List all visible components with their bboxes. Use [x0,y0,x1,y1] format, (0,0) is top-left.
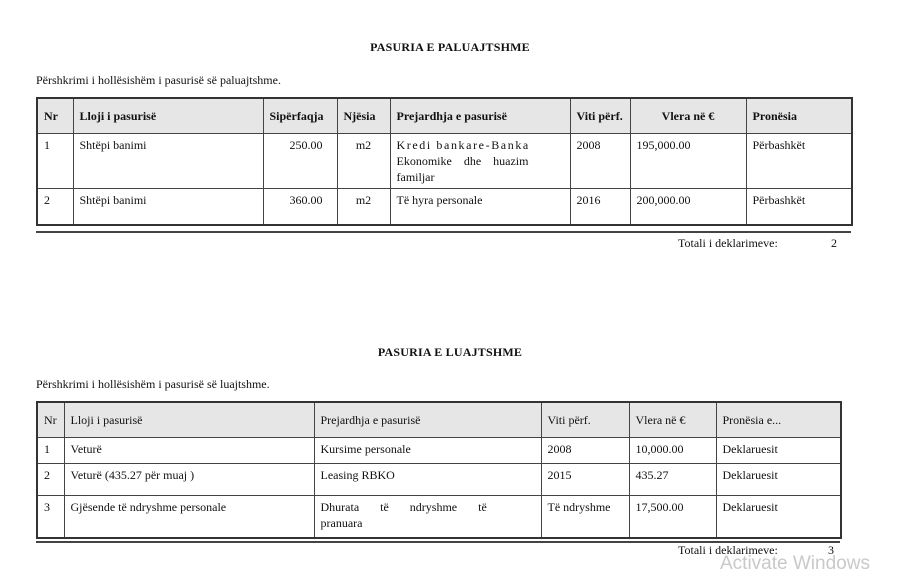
cell-year: 2016 [570,189,630,225]
cell-year: 2015 [541,464,629,496]
col-header-origin: Prejardhja e pasurisë [314,402,541,438]
immovable-property-table [36,97,853,226]
col-header-ownership: Pronësia e... [716,402,841,438]
cell-type: Veturë [64,438,314,464]
table-bottom-rule [36,231,851,233]
cell-ownership: Deklaruesit [716,438,841,464]
table-row [37,438,841,464]
col-header-nr: Nr [37,98,73,134]
cell-origin: Kursime personale [314,438,541,464]
cell-year: Të ndryshme [541,496,629,538]
cell-type: Gjësende të ndryshme personale [64,496,314,538]
section1-total-label: Totali i deklarimeve: [678,236,778,250]
cell-origin: Dhurata të ndryshme të pranuara [314,496,541,538]
cell-year: 2008 [570,134,630,189]
cell-type: Veturë (435.27 për muaj ) [64,464,314,496]
table-header-row [37,402,841,438]
cell-unit: m2 [337,189,390,225]
cell-value: 435.27 [629,464,716,496]
section2-total-label: Totali i deklarimeve: [678,543,778,557]
col-header-area: Sipërfaqja [263,98,337,134]
cell-origin: Leasing RBKO [314,464,541,496]
cell-area: 360.00 [263,189,337,225]
cell-nr: 2 [37,464,64,496]
cell-ownership: Deklaruesit [716,464,841,496]
col-header-ownership: Pronësia [746,98,852,134]
table-row [37,189,852,225]
cell-nr: 1 [37,438,64,464]
col-header-type: Lloji i pasurisë [73,98,263,134]
section2-title: PASURIA E LUAJTSHME [377,345,523,359]
cell-year: 2008 [541,438,629,464]
table-header-row [37,98,852,134]
section1-title: PASURIA E PALUAJTSHME [370,40,530,54]
cell-value: 17,500.00 [629,496,716,538]
cell-nr: 1 [37,134,73,189]
col-header-value: Vlera në € [629,402,716,438]
cell-type: Shtëpi banimi [73,134,263,189]
col-header-type: Lloji i pasurisë [64,402,314,438]
col-header-unit: Njësia [337,98,390,134]
cell-ownership: Deklaruesit [716,496,841,538]
section2-total-value: 3 [828,543,834,557]
cell-ownership: Përbashkët [746,134,852,189]
cell-origin: Kredi bankare-Banka Ekonomike dhe huazim familjar [390,134,570,189]
cell-value: 200,000.00 [630,189,746,225]
col-header-nr: Nr [37,402,64,438]
col-header-year: Viti përf. [541,402,629,438]
cell-value: 10,000.00 [629,438,716,464]
table-row [37,464,841,496]
cell-value: 195,000.00 [630,134,746,189]
col-header-year: Viti përf. [570,98,630,134]
cell-ownership: Përbashkët [746,189,852,225]
cell-type: Shtëpi banimi [73,189,263,225]
cell-nr: 2 [37,189,73,225]
cell-unit: m2 [337,134,390,189]
activate-windows-watermark: Activate Windows [720,553,870,574]
section1-total-value: 2 [831,236,837,250]
section1-description: Përshkrimi i hollësishëm i pasurisë së paluajtshme. [36,73,281,87]
table-row [37,134,852,189]
col-header-value: Vlera në € [630,98,746,134]
cell-origin: Të hyra personale [390,189,570,225]
table-row [37,496,841,538]
movable-property-table [36,401,842,539]
cell-area: 250.00 [263,134,337,189]
col-header-origin: Prejardhja e pasurisë [390,98,570,134]
section2-description: Përshkrimi i hollësishëm i pasurisë së luajtshme. [36,377,270,391]
cell-nr: 3 [37,496,64,538]
